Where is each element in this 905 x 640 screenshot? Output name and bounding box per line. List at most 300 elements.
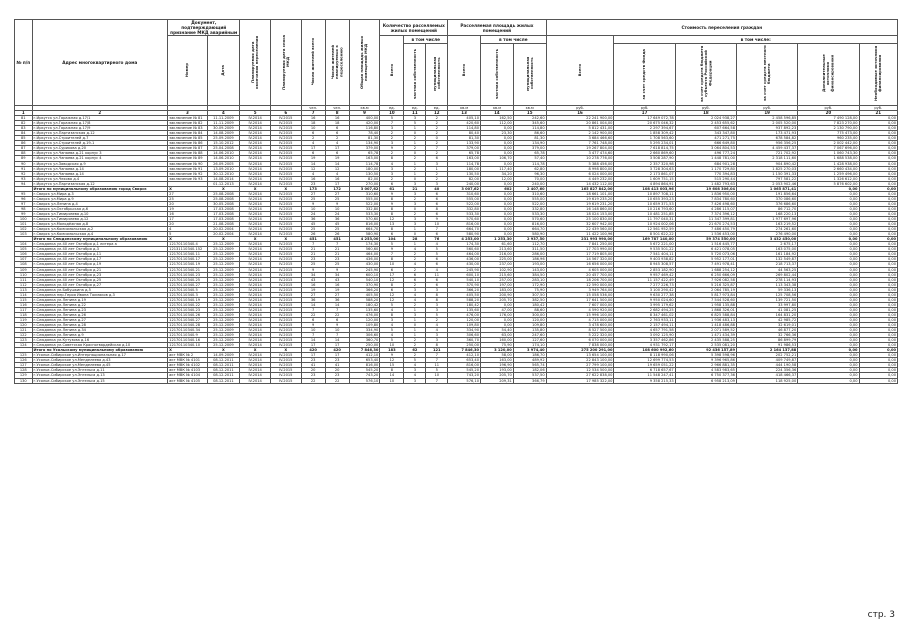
planned-end-cell: IV.2014 (240, 323, 271, 328)
cost-extra-cell: 0,00 (798, 317, 859, 322)
cost-fund-cell: 3 357 462,86 (614, 338, 675, 343)
cost-local-cell: 444 190,58 (736, 363, 797, 368)
doc-number-cell: 17 (168, 217, 207, 222)
cost-extra-cell: 1 060 743,30 (798, 151, 859, 156)
cost-extra-cell: 0,00 (798, 242, 859, 247)
cost-subject-cell: 4 583 983,65 (675, 368, 736, 373)
area-total-cell: 370,90 (349, 282, 380, 287)
cost-subject-cell: 6 825 588,84 (675, 312, 736, 317)
cost-extra-cell: 5 876 602,00 (798, 181, 859, 186)
planned-end-cell: IV.2014 (240, 378, 271, 383)
col-address-header: Адрес многоквартирного дома (32, 20, 168, 106)
address-cell: г.Иркутск ул.Партизанская д.12 (32, 181, 168, 186)
planned-demolition-cell: IV.2015 (270, 232, 301, 237)
cost-needed-cell: 0,00 (859, 166, 897, 171)
planned-demolition-cell: IV.2015 (270, 141, 301, 146)
address-cell: г.Слюдянка пер.Героя Ивана Токмаков д.3 (32, 292, 168, 297)
cost-extra-cell: 0,00 (798, 287, 859, 292)
area-total-cell: 135,60 (349, 307, 380, 312)
cost-needed-cell: 0,00 (859, 373, 897, 378)
residents-moving-cell: 2 (325, 136, 349, 141)
cost-fund-cell: 9 535 501,22 (614, 247, 675, 252)
planned-end-cell: IV.2014 (240, 136, 271, 141)
planned-end-cell: IV.2014 (240, 166, 271, 171)
rooms-total-cell: 12 (380, 292, 404, 297)
planned-end-cell: IV.2014 (240, 353, 271, 358)
rooms-total-cell: 61 (380, 186, 404, 191)
address-cell: г.Слюдянка ул.Ленина д.22 (32, 302, 168, 307)
planned-demolition-cell: IV.2015 (270, 181, 301, 186)
area-private-cell: 196,90 (480, 363, 513, 368)
column-number-cell: 1 (15, 111, 33, 116)
rooms-total-cell: 12 (380, 297, 404, 302)
cost-total-cell: 22 439 560,00 (546, 227, 614, 232)
residents-total-cell: 12 (301, 166, 325, 171)
col-doc-num-header: Номер (168, 36, 207, 106)
rooms-private-cell: 2 (404, 146, 426, 151)
planned-demolition-cell: IV.2015 (270, 136, 301, 141)
residents-total-cell: 21 (301, 252, 325, 257)
row-number-cell: 107 (15, 257, 33, 262)
area-settled-cell: 405,10 (448, 116, 481, 121)
area-settled-cell: 114,78 (448, 161, 481, 166)
residents-total-cell: 17 (301, 353, 325, 358)
rooms-municipal-cell: 1 (426, 166, 448, 171)
doc-date-cell: 25.12.2009 (207, 287, 240, 292)
area-private-cell: 602 (480, 186, 513, 191)
cost-local-cell: 1 825 270,03 (736, 166, 797, 171)
cost-total-cell: 5 812 431,00 (546, 126, 614, 131)
rooms-total-cell: 8 (380, 156, 404, 161)
planned-end-cell: IV.2014 (240, 267, 271, 272)
cost-extra-cell: 0,00 (798, 363, 859, 368)
column-number-cell: 13 (448, 111, 481, 116)
row-number-cell: 82 (15, 121, 33, 126)
row-number-cell: 121 (15, 328, 33, 333)
cost-needed-cell: 0,00 (859, 262, 897, 267)
planned-demolition-cell: IV.2015 (270, 227, 301, 232)
cost-fund-cell: 3 995 179,62 (614, 302, 675, 307)
cost-needed-cell: 0,00 (859, 156, 897, 161)
rooms-total-cell: 6 (380, 181, 404, 186)
cost-total-cell: 7 761 748,00 (546, 141, 614, 146)
planned-end-cell: IV.2014 (240, 307, 271, 312)
cost-subject-cell: 2 966 881,35 (675, 363, 736, 368)
rooms-municipal-cell: 5 (426, 252, 448, 257)
doc-date-cell: 25.12.2009 (207, 307, 240, 312)
area-municipal-cell: 366,79 (513, 378, 546, 383)
rooms-total-cell: 6 (380, 267, 404, 272)
area-settled-cell: 420,60 (448, 121, 481, 126)
cost-needed-cell: 0,00 (859, 312, 897, 317)
doc-number-cell: акт МВК № 4101 (168, 358, 207, 363)
rooms-private-cell: 3 (404, 378, 426, 383)
planned-demolition-cell: IV.2015 (270, 206, 301, 211)
rooms-municipal-cell: 7 (426, 353, 448, 358)
rooms-total-cell: 12 (380, 358, 404, 363)
cost-needed-cell: 0,00 (859, 201, 897, 206)
rooms-municipal-cell: 7 (426, 358, 448, 363)
rooms-private-cell: 2 (404, 196, 426, 201)
address-cell: г.Слюдянка ул.Ленина д.27 (32, 317, 168, 322)
planned-demolition-cell: IV.2015 (270, 353, 301, 358)
cost-total-cell: 27 622 838,00 (546, 373, 614, 378)
cost-subject-cell: 7 544 528,60 (675, 297, 736, 302)
unit-cell: руб. (614, 106, 675, 111)
doc-number-cell: 12170110340.26 (168, 312, 207, 317)
cost-needed-cell: 0,00 (859, 171, 897, 176)
cost-local-cell: 3 432 450,00 (736, 237, 797, 242)
cost-extra-cell: 0,00 (798, 378, 859, 383)
cost-subject-cell: 7 374 396,12 (675, 211, 736, 216)
area-private-cell: 0,00 (480, 222, 513, 227)
rooms-total-cell: 15 (380, 363, 404, 368)
doc-date-cell: 25.12.2009 (207, 297, 240, 302)
cost-total-cell: 3 949 764,00 (546, 287, 614, 292)
rooms-municipal-cell: 11 (426, 272, 448, 277)
area-settled-cell: 332,80 (448, 206, 481, 211)
doc-date-cell: 15.10.2012 (207, 141, 240, 146)
cost-total-cell: 12 590 000,00 (546, 282, 614, 287)
col-area-incl-header: в том числе (480, 36, 546, 44)
doc-date-cell: 17.03.2008 (207, 211, 240, 216)
cost-extra-cell: 7 823 270,00 (798, 121, 859, 126)
column-number-cell: 14 (480, 111, 513, 116)
cost-total-cell: 275 200 291,00 (546, 348, 614, 353)
cost-fund-cell: 12 561 952,59 (614, 227, 675, 232)
address-cell: г.Слюдянка ул.40 лет Октября д.1 литера а (32, 242, 168, 247)
cost-subject-cell: 1 471 434,39 (675, 333, 736, 338)
rooms-municipal-cell: 121 (426, 348, 448, 353)
area-municipal-cell: 379,00 (513, 146, 546, 151)
area-private-cell: 193,00 (480, 368, 513, 373)
cost-fund-cell: 5 672 221,00 (614, 242, 675, 247)
rooms-private-cell: 3 (404, 222, 426, 227)
cost-local-cell: 2 318 111,60 (736, 156, 797, 161)
rooms-municipal-cell: 8 (426, 343, 448, 348)
rooms-private-cell: 1 (404, 227, 426, 232)
rooms-total-cell: 10 (380, 343, 404, 348)
residents-moving-cell: 26 (325, 232, 349, 237)
doc-number-cell: 12170110340.27 (168, 317, 207, 322)
planned-end-cell: IV.2014 (240, 257, 271, 262)
planned-end-cell: IV.2014 (240, 176, 271, 181)
area-municipal-cell: 172,90 (513, 282, 546, 287)
rooms-total-cell: 5 (380, 328, 404, 333)
area-private-cell: 47,00 (480, 307, 513, 312)
area-municipal-cell: 522,00 (513, 201, 546, 206)
residents-total-cell: 18 (301, 121, 325, 126)
planned-end-cell: IV.2014 (240, 282, 271, 287)
doc-date-cell: 08.12.2011 (207, 368, 240, 373)
cost-total-cell: 18 206 700,00 (546, 277, 614, 282)
cost-subject-cell: 7 486 450,79 (675, 227, 736, 232)
area-municipal-cell: 174,10 (513, 343, 546, 348)
planned-end-cell: IV.2014 (240, 328, 271, 333)
column-number-cell: 15 (513, 111, 546, 116)
doc-date-cell: 25.12.2009 (207, 247, 240, 252)
cost-fund-cell: 7 277 226,73 (614, 282, 675, 287)
area-total-cell: 420,00 (349, 121, 380, 126)
cost-needed-cell: 0,00 (859, 121, 897, 126)
area-private-cell: 215,60 (480, 272, 513, 277)
cost-local-cell: 274 261,60 (736, 227, 797, 232)
area-private-cell: 106,70 (480, 156, 513, 161)
cost-extra-cell: 0,00 (798, 312, 859, 317)
area-settled-cell: 436,00 (448, 257, 481, 262)
residents-moving-cell: 20 (325, 368, 349, 373)
col-cost-group-header: Стоимость переселения граждан (546, 20, 897, 36)
residents-moving-cell: 24 (325, 211, 349, 216)
area-municipal-cell: 570,60 (513, 217, 546, 222)
cost-needed-cell: 0,00 (859, 206, 897, 211)
rooms-total-cell: 10 (380, 378, 404, 383)
cost-total-cell: 22 241 900,00 (546, 116, 614, 121)
cost-local-cell: 370 086,60 (736, 196, 797, 201)
cost-subject-cell: 2 064 785,19 (675, 287, 736, 292)
residents-total-cell: 24 (301, 211, 325, 216)
area-municipal-cell: 345,60 (513, 121, 546, 126)
residents-total-cell: 21 (301, 247, 325, 252)
area-settled-cell: 81,30 (448, 136, 481, 141)
rooms-municipal-cell: 2 (426, 317, 448, 322)
rooms-private-cell: 1 (404, 242, 426, 247)
cost-local-cell: 278 114,93 (736, 277, 797, 282)
planned-end-cell: IV.2014 (240, 312, 271, 317)
planned-demolition-cell: IV.2015 (270, 373, 301, 378)
rooms-municipal-cell: 3 (426, 307, 448, 312)
rooms-private-cell: 4 (404, 373, 426, 378)
planned-demolition-cell: IV.2015 (270, 378, 301, 383)
area-total-cell: 78,40 (349, 131, 380, 136)
rooms-private-cell: 1 (404, 126, 426, 131)
rooms-municipal-cell: 0 (426, 136, 448, 141)
area-settled-cell: 80,40 (448, 131, 481, 136)
column-number-cell: 16 (546, 111, 614, 116)
residents-moving-cell: 21 (325, 252, 349, 257)
cost-fund-cell: 8 501 622,22 (614, 232, 675, 237)
residents-total-cell: 17 (301, 343, 325, 348)
address-cell: г.Слюдянка ул.Ленина д.28 (32, 323, 168, 328)
rooms-total-cell: 2 (380, 176, 404, 181)
planned-demolition-cell: IV.2015 (270, 131, 301, 136)
area-total-cell: 464,00 (349, 252, 380, 257)
area-municipal-cell: 143,00 (513, 267, 546, 272)
area-municipal-cell: 180,42 (513, 302, 546, 307)
rooms-total-cell: 4 (380, 307, 404, 312)
cost-total-cell: 22 843 100,00 (546, 358, 614, 363)
cost-local-cell: 956 356,25 (736, 141, 797, 146)
doc-number-cell: 12170110340.19 (168, 297, 207, 302)
cost-extra-cell: 2 002 442,00 (798, 141, 859, 146)
col-residents-total-header: Число жителей всего (301, 20, 325, 106)
rooms-municipal-cell: 2 (426, 176, 448, 181)
planned-demolition-cell: IV.2015 (270, 287, 301, 292)
rooms-total-cell: 5 (380, 302, 404, 307)
cost-extra-cell: 0,00 (798, 186, 859, 191)
cost-total-cell: 5 388 456,00 (546, 161, 614, 166)
residents-total-cell: 23 (301, 373, 325, 378)
cost-total-cell: 16 148 860,00 (546, 206, 614, 211)
residents-total-cell: 6 (301, 131, 325, 136)
area-settled-cell: 180,00 (448, 166, 481, 171)
area-settled-cell: 245,90 (448, 267, 481, 272)
area-total-cell: 306,60 (349, 333, 380, 338)
cost-local-cell: 161 184,92 (736, 252, 797, 257)
cost-total-cell: 17 641 500,00 (546, 297, 614, 302)
cost-local-cell: 4 459 437,37 (736, 146, 797, 151)
cost-fund-cell: 11 157 422,49 (614, 277, 675, 282)
col-rooms-private-header: частная собственность (404, 44, 426, 106)
column-number-cell: 19 (736, 111, 797, 116)
rooms-municipal-cell: 6 (426, 277, 448, 282)
cost-fund-cell: 11 797 040,31 (614, 217, 675, 222)
rooms-municipal-cell: 4 (426, 323, 448, 328)
cost-subject-cell: 6 421 078,05 (675, 247, 736, 252)
rooms-municipal-cell: 7 (426, 227, 448, 232)
area-total-cell: 743,20 (349, 373, 380, 378)
rooms-total-cell: 6 (380, 287, 404, 292)
doc-number-cell: 12131110340.152 (168, 247, 207, 252)
cost-needed-cell: 0,00 (859, 343, 897, 348)
row-number-cell: 102 (15, 227, 33, 232)
rooms-total-cell: 9 (380, 247, 404, 252)
cost-total-cell: 5 222 320,00 (546, 333, 614, 338)
cost-extra-cell: 0,00 (798, 211, 859, 216)
cost-needed-cell: 0,00 (859, 131, 897, 136)
cost-extra-cell: 0,00 (798, 373, 859, 378)
residents-moving-cell: 18 (325, 121, 349, 126)
col-residents-header: Число жителей планируемых к переселению (325, 20, 349, 106)
doc-date-cell: 08.12.2011 (207, 378, 240, 383)
col-cost-incl-header: в том числе: (614, 36, 898, 44)
row-number-cell: 108 (15, 262, 33, 267)
cost-local-cell: 59 336,13 (736, 287, 797, 292)
rooms-total-cell: 9 (380, 201, 404, 206)
area-total-cell: 360,70 (349, 338, 380, 343)
residents-total-cell: 16 (301, 176, 325, 181)
cost-local-cell: 33 997,80 (736, 302, 797, 307)
cost-local-cell: 418 466,37 (736, 373, 797, 378)
area-settled-cell: 120,00 (448, 317, 481, 322)
rooms-municipal-cell: 2 (426, 126, 448, 131)
rooms-municipal-cell: 4 (426, 242, 448, 247)
col-area-total2-header: Всего (448, 36, 481, 106)
residents-moving-cell: 16 (325, 282, 349, 287)
doc-date-cell: 25.12.2009 (207, 343, 240, 348)
planned-demolition-cell: IV.2015 (270, 282, 301, 287)
rooms-municipal-cell: 7 (426, 378, 448, 383)
area-total-cell: 163,00 (349, 156, 380, 161)
cost-local-cell: 32 766,36 (736, 333, 797, 338)
unit-cell: руб. (859, 106, 897, 111)
cost-local-cell: 46 877,20 (736, 328, 797, 333)
row-number-cell: 86 (15, 141, 33, 146)
cost-local-cell: 2 164 137,88 (736, 348, 797, 353)
area-total-cell: 664,70 (349, 227, 380, 232)
unit-cell: ед. (404, 106, 426, 111)
address-cell: г.Слюдянка ул.40 лет Октября д.19 (32, 262, 168, 267)
area-settled-cell: 522,00 (448, 201, 481, 206)
address-cell: г.Слюдянка ул.40 лет Октября д.23 (32, 272, 168, 277)
cost-subject-cell: 7 926 082,58 (675, 277, 736, 282)
residents-total-cell: 7 (301, 307, 325, 312)
cost-fund-cell: 9 630 277,38 (614, 292, 675, 297)
address-cell: г.Иркутск ул.Гаражная д.17/8 (32, 121, 168, 126)
cost-fund-cell: 2 357 320,98 (614, 161, 675, 166)
address-cell: г.Свирск ул.Мира д.9 (32, 196, 168, 201)
cost-total-cell: 8 527 500,00 (546, 328, 614, 333)
cost-fund-cell: 8 945 308,57 (614, 262, 675, 267)
address-cell: г.Свирск ул.Комсомольская д.2 (32, 227, 168, 232)
planned-demolition-cell: IV.2015 (270, 242, 301, 247)
address-cell: г.Усолье-Сибирское ул.Энгельса д.15 (32, 378, 168, 383)
cost-needed-cell: 0,00 (859, 277, 897, 282)
area-settled-cell: 7 846,30 (448, 348, 481, 353)
planned-end-cell: IV.2014 (240, 126, 271, 131)
area-total-cell: 400,00 (349, 116, 380, 121)
address-cell: г.Свирск ул.Тимирязева д.10 (32, 211, 168, 216)
residents-total-cell: 27 (301, 191, 325, 196)
column-number-cell: 17 (614, 111, 675, 116)
residents-moving-cell: 6 (325, 131, 349, 136)
area-municipal-cell: 112,70 (513, 242, 546, 247)
rooms-total-cell: 14 (380, 373, 404, 378)
row-number-cell: 122 (15, 333, 33, 338)
address-cell: г.Слюдянка ул.Ленина д.9 (32, 333, 168, 338)
cost-needed-cell: 0,00 (859, 302, 897, 307)
planned-end-cell: IV.2014 (240, 343, 271, 348)
cost-fund-cell: 8 118 990,06 (614, 353, 675, 358)
area-total-cell: 130,50 (349, 171, 380, 176)
address-cell: г.Свирск ул.Мира д.3 (32, 191, 168, 196)
cost-total-cell: 6 070 000,00 (546, 338, 614, 343)
area-private-cell: 1 253,30 (480, 237, 513, 242)
cost-subject-cell: 2 071 589,52 (675, 328, 736, 333)
doc-number-cell: 12170110340.22 (168, 302, 207, 307)
rooms-private-cell: 1 (404, 141, 426, 146)
cost-subject-cell: 1 448 781,00 (675, 156, 736, 161)
rooms-total-cell: 9 (380, 191, 404, 196)
cost-extra-cell: 0,00 (798, 272, 859, 277)
cost-total-cell: 4 715 000,00 (546, 317, 614, 322)
residents-moving-cell: 4 (325, 141, 349, 146)
rooms-private-cell: 1 (404, 333, 426, 338)
cost-extra-cell: 0,00 (798, 247, 859, 252)
cost-subject-cell: 5 817 973,84 (675, 292, 736, 297)
area-total-cell: 412,10 (349, 353, 380, 358)
residents-moving-cell: 4 (325, 171, 349, 176)
cost-subject-cell: 496 777,24 (675, 151, 736, 156)
table-row (15, 378, 898, 383)
rooms-private-cell: 6 (404, 272, 426, 277)
residents-moving-cell: 21 (325, 247, 349, 252)
doc-number-cell: акт МВК № 4103 (168, 368, 207, 373)
cost-fund-cell: 4 931 792,17 (614, 343, 675, 348)
cost-local-cell: 86 712,70 (736, 206, 797, 211)
doc-date-cell: 25.12.2009 (207, 328, 240, 333)
residents-moving-cell: 43 (325, 277, 349, 282)
doc-date-cell: 14.09.2009 (207, 353, 240, 358)
doc-number-cell: 12170110340.10 (168, 343, 207, 348)
rooms-total-cell: 8 (380, 196, 404, 201)
doc-date-cell: 25.12.2009 (207, 338, 240, 343)
cost-total-cell: 3 478 600,00 (546, 323, 614, 328)
planned-demolition-cell: IV.2015 (270, 328, 301, 333)
cost-extra-cell: 0,00 (798, 262, 859, 267)
col-rooms-group-header: Количество расселяемых жилых помещений (380, 20, 448, 36)
area-settled-cell: 816,00 (448, 363, 481, 368)
